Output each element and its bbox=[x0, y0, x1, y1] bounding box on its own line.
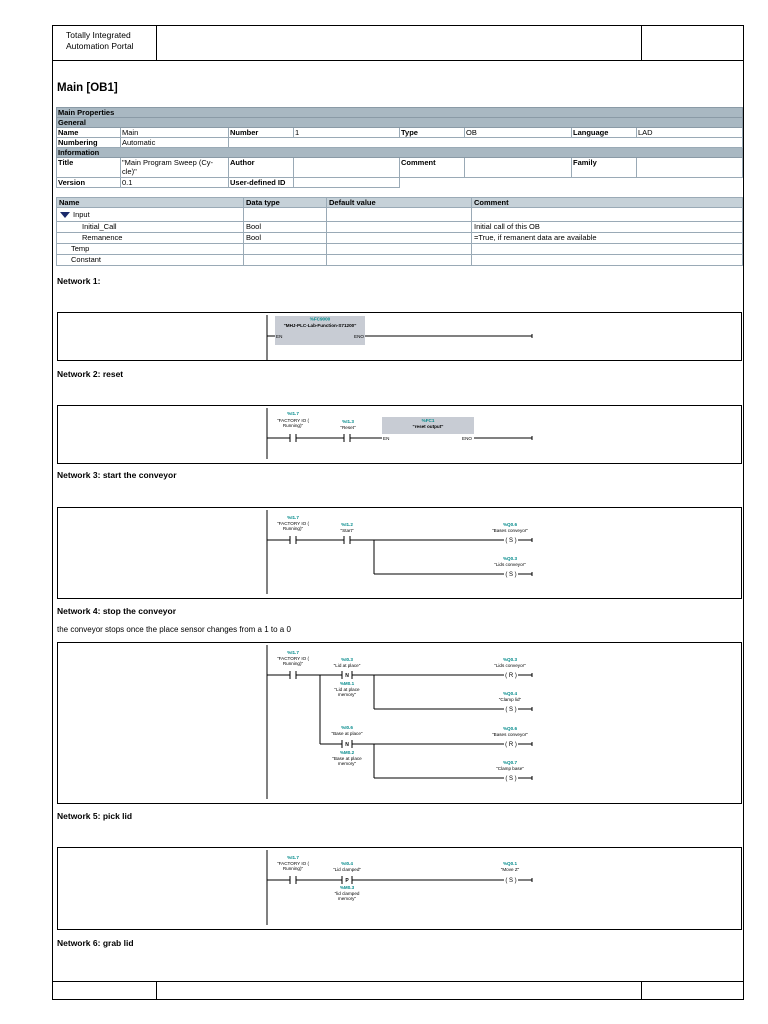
table-row bbox=[57, 233, 743, 244]
block-name: "reset output" bbox=[412, 424, 444, 429]
coil-address: %Q0.6 bbox=[502, 522, 518, 527]
numbering-label: Numbering bbox=[57, 138, 121, 148]
numbering-filler bbox=[229, 138, 743, 148]
col-name-header: Name bbox=[57, 198, 244, 208]
rung-wiring bbox=[267, 876, 532, 884]
title-row bbox=[57, 158, 743, 178]
coil-operator: R bbox=[508, 742, 514, 748]
coil[interactable]: ( S ) bbox=[505, 707, 517, 713]
contact-2[interactable] bbox=[344, 434, 382, 442]
coil-operator: S bbox=[508, 572, 514, 578]
contact-name-line2: Running)" bbox=[282, 526, 304, 531]
name-value: Main bbox=[121, 128, 229, 138]
footer-divider-right bbox=[641, 982, 642, 999]
coil-operator: S bbox=[508, 776, 514, 782]
input-section-row[interactable] bbox=[57, 208, 743, 222]
portal-label bbox=[53, 26, 157, 60]
constant-row bbox=[57, 255, 743, 266]
coil-name: "Clamp lid" bbox=[498, 697, 522, 702]
input-label: Input bbox=[73, 209, 90, 219]
memory-address: %M0.2 bbox=[339, 750, 355, 755]
contact-name: "FACTORY IO ( bbox=[276, 861, 310, 866]
contact-name: "FACTORY IO ( bbox=[276, 418, 310, 423]
comment-value bbox=[465, 158, 572, 178]
contact-name: "FACTORY IO ( bbox=[276, 656, 310, 661]
collapse-triangle-icon[interactable] bbox=[60, 212, 70, 218]
contact-address: %I0.4 bbox=[341, 861, 353, 866]
information-row bbox=[57, 148, 743, 158]
contact-address: %I0.6 bbox=[341, 725, 353, 730]
param-type: Bool bbox=[244, 233, 327, 244]
coil-address: %Q0.3 bbox=[502, 556, 518, 561]
title-value-line1: "Main Program Sweep (Cy- bbox=[122, 158, 214, 167]
memory-name-line2: memory" bbox=[337, 896, 357, 901]
col-type-header: Data type bbox=[244, 198, 327, 208]
rung-wiring bbox=[267, 536, 532, 576]
version-label: Version bbox=[57, 178, 121, 188]
contact-address: %I1.2 bbox=[341, 522, 353, 527]
coil-operator: S bbox=[508, 878, 514, 884]
network-2-box[interactable] bbox=[57, 405, 742, 464]
memory-address: %M0.1 bbox=[339, 681, 355, 686]
rung-wiring bbox=[267, 671, 532, 780]
memory-name: "lid clamped bbox=[334, 891, 360, 896]
col-default-header: Default value bbox=[327, 198, 472, 208]
param-name: Initial_Call bbox=[57, 222, 244, 233]
contact-1[interactable] bbox=[267, 434, 344, 442]
network-1-ladder bbox=[58, 313, 743, 362]
general-heading: General bbox=[57, 118, 743, 128]
language-value: LAD bbox=[637, 128, 743, 138]
page-header bbox=[53, 26, 743, 61]
portal-line-1: Totally Integrated bbox=[66, 30, 131, 40]
col-comment-header: Comment bbox=[472, 198, 743, 208]
coil-name: "Lids conveyor" bbox=[494, 663, 526, 668]
coil-operator: S bbox=[508, 707, 514, 713]
contact-address: %I0.3 bbox=[341, 657, 353, 662]
properties-table bbox=[56, 107, 743, 188]
contact-name: "FACTORY IO ( bbox=[276, 521, 310, 526]
number-value: 1 bbox=[294, 128, 400, 138]
contact-address: %I1.7 bbox=[287, 515, 299, 520]
general-row bbox=[57, 118, 743, 128]
memory-name-line2: memory" bbox=[337, 692, 357, 697]
network-5-title: Network 5: pick lid bbox=[57, 811, 133, 821]
page-title: Main [OB1] bbox=[57, 82, 118, 94]
numbering-row bbox=[57, 138, 743, 148]
block-address: %FC9000 bbox=[309, 316, 331, 322]
network-3-title: Network 3: start the conveyor bbox=[57, 470, 177, 480]
memory-address: %M0.3 bbox=[339, 885, 355, 890]
title-label: Title bbox=[57, 158, 121, 178]
contact-name: "Base at place" bbox=[331, 731, 363, 736]
contact-name-line2: Running)" bbox=[282, 661, 304, 666]
table-row bbox=[57, 222, 743, 233]
eno-label: ENO bbox=[354, 334, 364, 339]
coil-address: %Q0.1 bbox=[502, 861, 518, 866]
coil-address: %Q0.3 bbox=[502, 657, 518, 662]
language-label: Language bbox=[572, 128, 637, 138]
constant-label: Constant bbox=[57, 255, 244, 266]
main-properties-heading: Main Properties bbox=[57, 108, 743, 118]
coil-operator: R bbox=[508, 673, 514, 679]
coil-address: %Q0.4 bbox=[502, 691, 518, 696]
coil[interactable]: ( S ) bbox=[505, 538, 517, 544]
comment-label: Comment bbox=[400, 158, 465, 178]
contact-name-line2: Running)" bbox=[282, 866, 304, 871]
author-label: Author bbox=[229, 158, 294, 178]
network-4-box[interactable] bbox=[57, 642, 742, 804]
contact-address: %I1.7 bbox=[287, 650, 299, 655]
block-address: %FC1 bbox=[421, 418, 435, 423]
version-row bbox=[57, 178, 743, 188]
interface-header-row bbox=[57, 198, 743, 208]
coil-name: "Lids conveyor" bbox=[494, 562, 526, 567]
coil-address: %Q0.6 bbox=[502, 726, 518, 731]
contact-name: "Lid clamped" bbox=[332, 867, 362, 872]
version-filler bbox=[400, 178, 743, 188]
family-label: Family bbox=[572, 158, 637, 178]
title-value bbox=[121, 158, 229, 178]
author-value bbox=[294, 158, 400, 178]
network-1-title: Network 1: bbox=[57, 276, 101, 286]
coil-name: "Move Z" bbox=[500, 867, 520, 872]
coil[interactable]: ( S ) bbox=[505, 776, 517, 782]
header-divider bbox=[641, 26, 642, 60]
type-value: OB bbox=[465, 128, 572, 138]
network-2-ladder bbox=[58, 406, 743, 465]
network-4-comment: the conveyor stops once the place sensor changes from a 1 to a 0 bbox=[57, 625, 291, 634]
version-value: 0.1 bbox=[121, 178, 229, 188]
information-heading: Information bbox=[57, 148, 743, 158]
general-fields-row bbox=[57, 128, 743, 138]
contact-address: %I1.7 bbox=[287, 855, 299, 860]
memory-name: "Lid at place bbox=[334, 687, 360, 692]
network-3-box[interactable] bbox=[57, 507, 742, 599]
user-id-label: User-defined ID bbox=[229, 178, 294, 188]
temp-label: Temp bbox=[57, 244, 244, 255]
name-label: Name bbox=[57, 128, 121, 138]
main-properties-row bbox=[57, 108, 743, 118]
coil-address: %Q0.7 bbox=[502, 760, 518, 765]
memory-name: "Base at place bbox=[332, 756, 362, 761]
contact-name: "Lid at place" bbox=[333, 663, 361, 668]
portal-line-2: Automation Portal bbox=[66, 41, 134, 51]
contact-name: "Start" bbox=[340, 528, 354, 533]
en-label: EN bbox=[276, 334, 283, 339]
param-name: Remanence bbox=[57, 233, 244, 244]
coil-name: "Clamp base" bbox=[496, 766, 524, 771]
eno-label: ENO bbox=[462, 436, 472, 441]
coil-name: "Bases conveyor" bbox=[492, 732, 528, 737]
footer-divider-left bbox=[156, 982, 157, 999]
page-footer bbox=[53, 981, 743, 999]
contact-address: %I1.3 bbox=[342, 419, 354, 424]
coil[interactable]: ( S ) bbox=[505, 572, 517, 578]
network-5-box[interactable] bbox=[57, 847, 742, 930]
memory-name-line2: memory" bbox=[337, 761, 357, 766]
number-label: Number bbox=[229, 128, 294, 138]
network-5-ladder bbox=[58, 848, 743, 931]
coil[interactable]: ( R ) bbox=[505, 742, 517, 748]
network-3-ladder bbox=[58, 508, 743, 600]
coil-operator: S bbox=[508, 538, 514, 544]
temp-row bbox=[57, 244, 743, 255]
p-contact[interactable]: P bbox=[345, 878, 349, 884]
coil-name: "Bases conveyor" bbox=[492, 528, 528, 533]
en-label: EN bbox=[383, 436, 390, 441]
param-comment: =True, if remanent data are available bbox=[472, 233, 743, 244]
param-comment: Initial call of this OB bbox=[472, 222, 743, 233]
network-2-title: Network 2: reset bbox=[57, 369, 124, 379]
coil[interactable]: ( S ) bbox=[505, 878, 517, 884]
network-4-title: Network 4: stop the conveyor bbox=[57, 606, 177, 616]
type-label: Type bbox=[400, 128, 465, 138]
param-type: Bool bbox=[244, 222, 327, 233]
param-default bbox=[327, 233, 472, 244]
network-4-ladder bbox=[58, 643, 743, 805]
family-value bbox=[637, 158, 743, 178]
network-6-title: Network 6: grab lid bbox=[57, 938, 134, 948]
contact-name: "Reset" bbox=[340, 425, 356, 430]
coil[interactable]: ( R ) bbox=[505, 673, 517, 679]
param-default bbox=[327, 222, 472, 233]
n-contact[interactable]: N bbox=[345, 673, 349, 679]
n-contact[interactable]: N bbox=[345, 742, 349, 748]
numbering-value: Automatic bbox=[121, 138, 229, 148]
user-id-value bbox=[294, 178, 400, 188]
contact-name-line2: Running)" bbox=[282, 423, 304, 428]
title-value-line2: cle)" bbox=[122, 167, 137, 176]
block-name: "MHJ-PLC-Lab-Function-S71200" bbox=[283, 323, 357, 328]
contact-address: %I1.7 bbox=[287, 411, 299, 416]
interface-table bbox=[56, 197, 743, 266]
network-1-box[interactable] bbox=[57, 312, 742, 361]
